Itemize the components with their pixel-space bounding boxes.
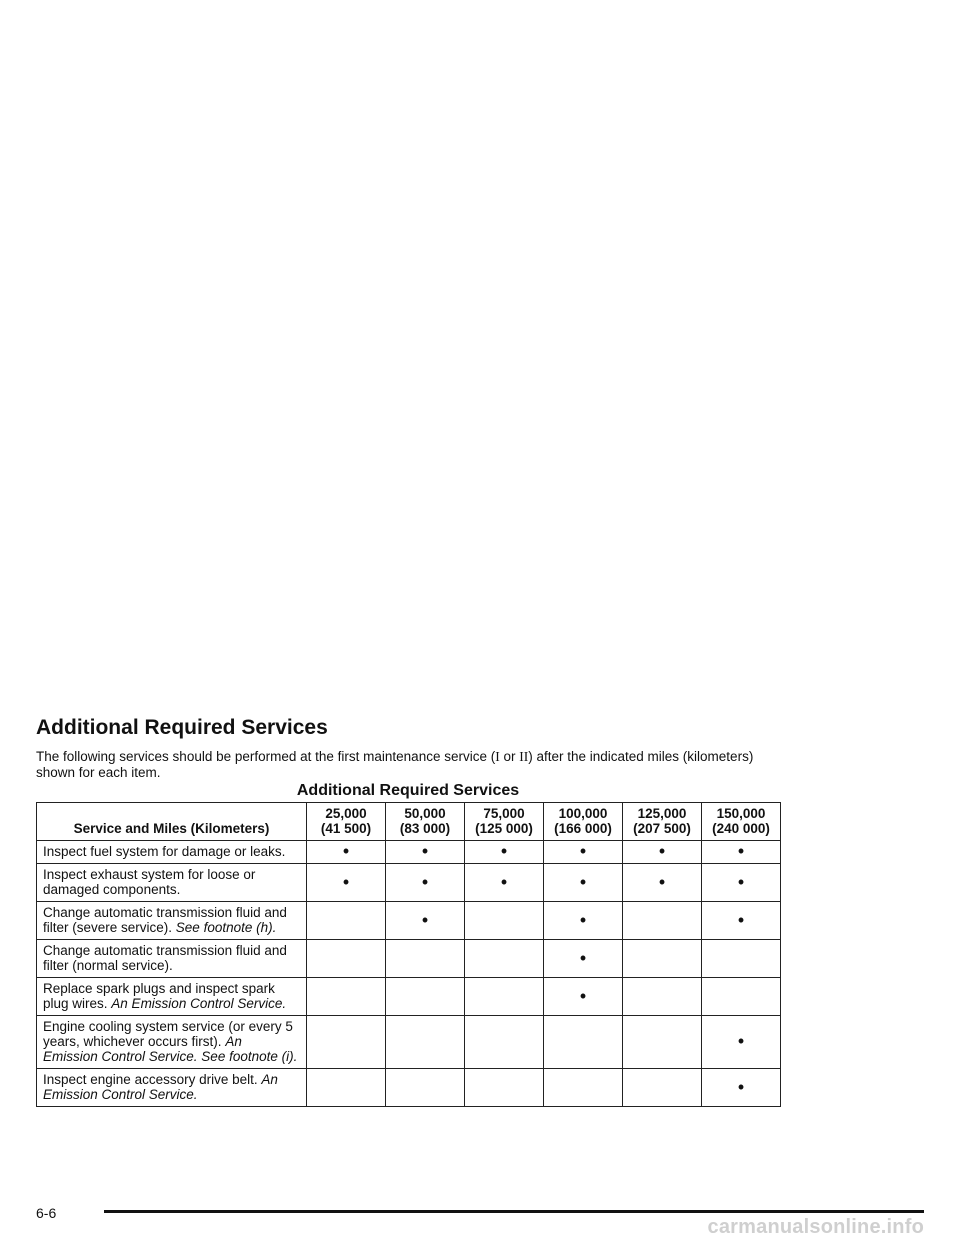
interval-cell: [307, 902, 386, 940]
service-required-bullet: •: [342, 871, 350, 892]
service-required-bullet: •: [579, 947, 587, 968]
interval-cell: [544, 978, 623, 1016]
service-required-bullet: •: [658, 871, 666, 892]
service-required-bullet: •: [500, 841, 508, 861]
header-interval: [702, 803, 781, 841]
header-km: (240 000): [712, 821, 770, 836]
interval-cell: [465, 1016, 544, 1069]
service-required-bullet: •: [500, 871, 508, 892]
interval-cell: [702, 940, 781, 978]
service-required-bullet: •: [342, 841, 350, 861]
interval-cell: [702, 864, 781, 902]
header-km: (83 000): [399, 821, 451, 836]
interval-cell: [386, 940, 465, 978]
table-row: [37, 978, 781, 1016]
header-interval: [386, 803, 465, 841]
interval-cell: [307, 1016, 386, 1069]
service-description: [37, 978, 307, 1016]
service-text: Engine cooling system service (or every 5 years, whichever occurs first).: [43, 1019, 293, 1049]
interval-cell: [465, 940, 544, 978]
interval-cell: [544, 841, 623, 864]
table-title: Additional Required Services: [296, 782, 520, 799]
service-description: [37, 864, 307, 902]
intro-text-start: The following services should be performed at the first maintenance service (: [36, 749, 496, 764]
interval-cell: [386, 864, 465, 902]
interval-cell: [386, 841, 465, 864]
interval-cell: [465, 902, 544, 940]
header-miles: 75,000: [483, 806, 525, 821]
service-required-bullet: •: [737, 909, 745, 930]
service-required-bullet: •: [737, 841, 745, 861]
interval-cell: [465, 841, 544, 864]
service-required-bullet: •: [737, 1031, 745, 1051]
section-title: Additional Required Services: [36, 716, 328, 739]
service-description: [37, 841, 307, 864]
service-text: Change automatic transmission fluid and filter (severe service).: [43, 905, 287, 935]
interval-cell: [623, 841, 702, 864]
service-text: Inspect exhaust system for loose or damaged components.: [43, 867, 256, 897]
footer-rule: [104, 1210, 924, 1213]
header-miles: 150,000: [716, 806, 766, 821]
header-miles: 25,000: [325, 806, 367, 821]
interval-cell: [702, 978, 781, 1016]
table-row: [37, 864, 781, 902]
table-row: [37, 902, 781, 940]
header-km: (41 500): [320, 821, 372, 836]
header-km: (207 500): [633, 821, 691, 836]
service-description: [37, 1069, 307, 1107]
interval-cell: [702, 1016, 781, 1069]
header-interval: [307, 803, 386, 841]
interval-cell: [623, 902, 702, 940]
interval-cell: [544, 940, 623, 978]
table-body: [37, 841, 781, 1107]
intro-text-or: or: [499, 749, 520, 764]
interval-cell: [307, 864, 386, 902]
intro-service-i: I: [495, 749, 500, 764]
service-required-bullet: •: [737, 871, 745, 892]
service-description: [37, 1016, 307, 1069]
intro-text-end: ) after the indicated miles (kilometers) shown for each item.: [36, 749, 754, 780]
service-description: [37, 940, 307, 978]
service-description: [37, 902, 307, 940]
service-note: An Emission Control Service. See footnote (i).: [43, 1034, 298, 1064]
interval-cell: [465, 864, 544, 902]
interval-cell: [623, 940, 702, 978]
watermark: carmanualsonline.info: [707, 1216, 924, 1238]
interval-cell: [307, 978, 386, 1016]
service-required-bullet: •: [421, 871, 429, 892]
header-interval: [465, 803, 544, 841]
service-text: Change automatic transmission fluid and filter (normal service).: [43, 943, 287, 973]
service-required-bullet: •: [658, 841, 666, 861]
interval-cell: [544, 1016, 623, 1069]
header-miles: 125,000: [637, 806, 687, 821]
service-required-bullet: •: [421, 909, 429, 930]
header-km: (166 000): [554, 821, 612, 836]
service-required-bullet: •: [579, 909, 587, 930]
service-note: An Emission Control Service.: [111, 996, 287, 1011]
service-text: Replace spark plugs and inspect spark plug wires.: [43, 981, 275, 1011]
interval-cell: [623, 978, 702, 1016]
service-note: An Emission Control Service.: [43, 1072, 278, 1102]
header-interval: [544, 803, 623, 841]
interval-cell: [307, 1069, 386, 1107]
service-required-bullet: •: [579, 841, 587, 861]
header-service: Service and Miles (Kilometers): [37, 803, 307, 841]
table-row: [37, 940, 781, 978]
interval-cell: [544, 1069, 623, 1107]
intro-service-ii: II: [519, 749, 529, 764]
header-miles: 50,000: [404, 806, 446, 821]
service-required-bullet: •: [737, 1076, 745, 1097]
interval-cell: [465, 978, 544, 1016]
interval-cell: [386, 978, 465, 1016]
services-table: [36, 802, 781, 1107]
service-required-bullet: •: [579, 985, 587, 1006]
service-text: Inspect engine accessory drive belt.: [43, 1072, 258, 1087]
interval-cell: [544, 864, 623, 902]
interval-cell: [623, 1069, 702, 1107]
interval-cell: [307, 841, 386, 864]
interval-cell: [386, 1016, 465, 1069]
interval-cell: [702, 1069, 781, 1107]
table-row: [37, 1069, 781, 1107]
interval-cell: [465, 1069, 544, 1107]
header-miles: 100,000: [558, 806, 608, 821]
interval-cell: [702, 902, 781, 940]
service-text: Inspect fuel system for damage or leaks.: [43, 844, 286, 859]
page-number: 6-6: [36, 1205, 57, 1221]
interval-cell: [386, 1069, 465, 1107]
table-row: [37, 841, 781, 864]
interval-cell: [623, 1016, 702, 1069]
service-required-bullet: •: [421, 841, 429, 861]
service-note: See footnote (h).: [175, 920, 277, 935]
interval-cell: [544, 902, 623, 940]
intro-paragraph: [36, 749, 776, 781]
interval-cell: [386, 902, 465, 940]
interval-cell: [307, 940, 386, 978]
table-row: [37, 1016, 781, 1069]
table-header-row: [37, 803, 781, 841]
interval-cell: [702, 841, 781, 864]
header-interval: [623, 803, 702, 841]
header-km: (125 000): [475, 821, 533, 836]
interval-cell: [623, 864, 702, 902]
service-required-bullet: •: [579, 871, 587, 892]
